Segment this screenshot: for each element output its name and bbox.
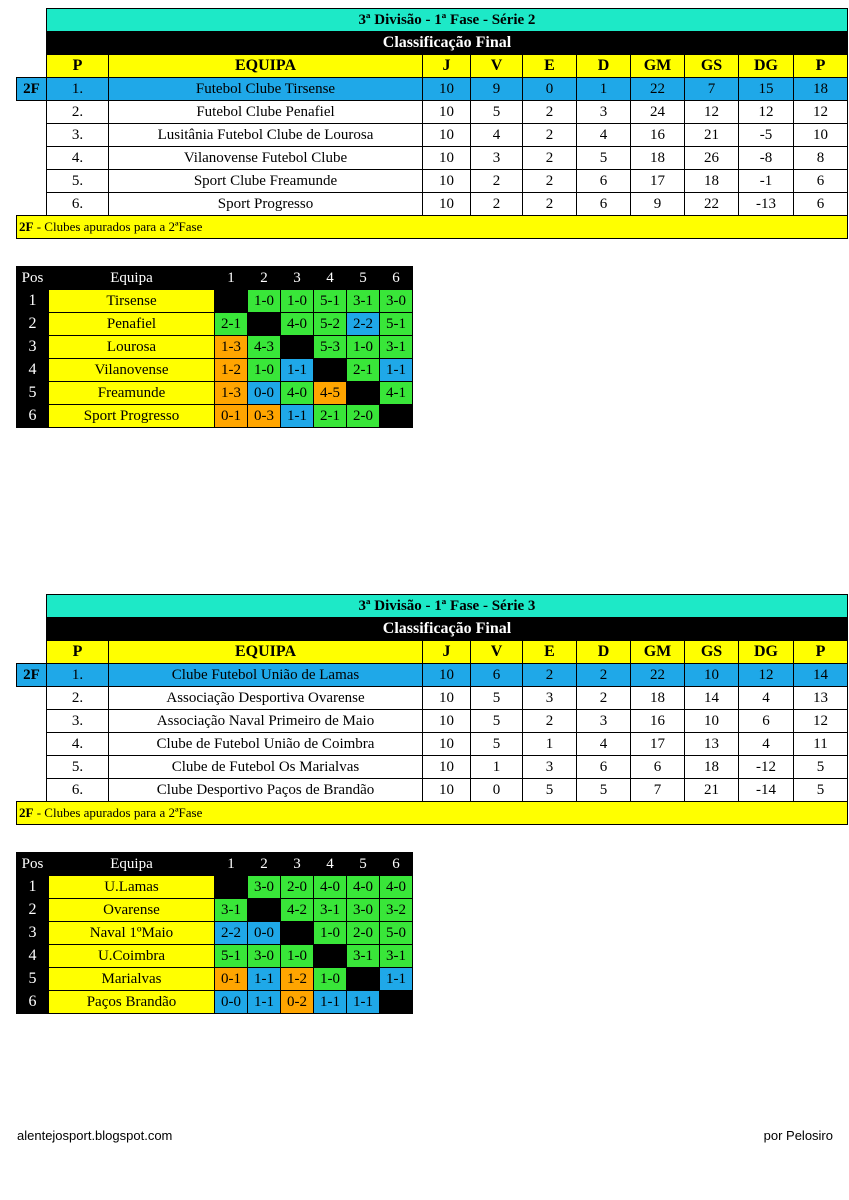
cell-points: 6 [794, 170, 848, 193]
cell-position: 4. [47, 733, 109, 756]
cell-points: 13 [794, 687, 848, 710]
cell-draws: 1 [523, 733, 577, 756]
matrix-header-row [17, 853, 413, 876]
cell-played: 10 [423, 756, 471, 779]
cell-wins: 5 [471, 101, 523, 124]
cell-team: Sport Clube Freamunde [109, 170, 423, 193]
match-result: 4-1 [380, 382, 413, 405]
qualified-badge: 2F [17, 664, 47, 687]
matrix-team: Sport Progresso [49, 405, 215, 428]
cell-played: 10 [423, 733, 471, 756]
cell-goals-for: 16 [631, 710, 685, 733]
legend-text: - Clubes apurados para a 2ªFase [33, 805, 203, 820]
self-match-cell [215, 290, 248, 313]
matrix-position: 1 [17, 290, 49, 313]
matrix-team: Marialvas [49, 968, 215, 991]
matrix-header-cell: 6 [380, 267, 413, 290]
cell-wins: 5 [471, 687, 523, 710]
cell-team: Associação Naval Primeiro de Maio [109, 710, 423, 733]
cell-goals-for: 17 [631, 170, 685, 193]
matrix-team: Paços Brandão [49, 991, 215, 1014]
table-subtitle: Classificação Final [47, 618, 848, 641]
cell-team: Clube de Futebol Os Marialvas [109, 756, 423, 779]
cell-position: 5. [47, 170, 109, 193]
cell-goals-for: 24 [631, 101, 685, 124]
self-match-cell [380, 405, 413, 428]
match-result: 1-1 [281, 359, 314, 382]
cell-played: 10 [423, 78, 471, 101]
matrix-position: 2 [17, 899, 49, 922]
match-result: 1-1 [314, 991, 347, 1014]
results-matrix [16, 266, 413, 428]
match-result: 4-0 [281, 382, 314, 405]
cell-played: 10 [423, 147, 471, 170]
match-result: 0-3 [248, 405, 281, 428]
self-match-cell [281, 922, 314, 945]
cell-team: Clube Futebol União de Lamas [109, 664, 423, 687]
match-result: 3-1 [347, 945, 380, 968]
match-result: 0-1 [215, 405, 248, 428]
self-match-cell [380, 991, 413, 1014]
cell-points: 5 [794, 756, 848, 779]
match-result: 1-0 [314, 968, 347, 991]
match-result: 3-0 [380, 290, 413, 313]
cell-position: 6. [47, 779, 109, 802]
cell-position: 3. [47, 124, 109, 147]
header-goals-for: GM [631, 641, 685, 664]
match-result: 1-2 [281, 968, 314, 991]
matrix-team: Tirsense [49, 290, 215, 313]
header-points: P [794, 55, 848, 78]
cell-played: 10 [423, 124, 471, 147]
cell-played: 10 [423, 101, 471, 124]
cell-losses: 5 [577, 147, 631, 170]
header-goals-against: GS [685, 55, 739, 78]
table-row [17, 756, 848, 779]
cell-goals-for: 22 [631, 78, 685, 101]
cell-points: 18 [794, 78, 848, 101]
cell-goal-diff: 4 [739, 733, 794, 756]
matrix-team: Ovarense [49, 899, 215, 922]
match-result: 1-0 [347, 336, 380, 359]
cell-played: 10 [423, 170, 471, 193]
match-result: 0-1 [215, 968, 248, 991]
cell-points: 12 [794, 101, 848, 124]
cell-position: 2. [47, 687, 109, 710]
header-goals-against: GS [685, 641, 739, 664]
matrix-header-row [17, 267, 413, 290]
match-result: 4-2 [281, 899, 314, 922]
match-result: 0-0 [248, 382, 281, 405]
match-result: 2-1 [347, 359, 380, 382]
self-match-cell [347, 968, 380, 991]
self-match-cell [314, 359, 347, 382]
match-result: 3-2 [380, 899, 413, 922]
cell-goals-for: 18 [631, 147, 685, 170]
header-goal-diff: DG [739, 55, 794, 78]
match-result: 1-0 [248, 290, 281, 313]
cell-wins: 0 [471, 779, 523, 802]
header-team: EQUIPA [109, 55, 423, 78]
match-result: 2-0 [281, 876, 314, 899]
cell-goals-against: 12 [685, 101, 739, 124]
cell-goals-against: 7 [685, 78, 739, 101]
cell-goals-for: 17 [631, 733, 685, 756]
cell-goals-against: 18 [685, 756, 739, 779]
cell-draws: 5 [523, 779, 577, 802]
header-draws: E [523, 55, 577, 78]
match-result: 3-1 [314, 899, 347, 922]
matrix-row [17, 899, 413, 922]
header-wins: V [471, 55, 523, 78]
cell-goal-diff: 12 [739, 101, 794, 124]
matrix-team: Penafiel [49, 313, 215, 336]
legend-tag: 2F [19, 219, 34, 234]
qualified-badge: 2F [17, 78, 47, 101]
cell-wins: 3 [471, 147, 523, 170]
cell-played: 10 [423, 779, 471, 802]
cell-position: 3. [47, 710, 109, 733]
cell-points: 14 [794, 664, 848, 687]
match-result: 3-0 [248, 945, 281, 968]
match-result: 0-2 [281, 991, 314, 1014]
header-draws: E [523, 641, 577, 664]
cell-wins: 9 [471, 78, 523, 101]
cell-goal-diff: -1 [739, 170, 794, 193]
matrix-header-cell: 6 [380, 853, 413, 876]
table-title: 3ª Divisão - 1ª Fase - Série 2 [47, 9, 848, 32]
cell-losses: 6 [577, 170, 631, 193]
cell-draws: 2 [523, 193, 577, 216]
legend-note [17, 216, 848, 239]
matrix-header-cell: Equipa [49, 853, 215, 876]
cell-goals-against: 13 [685, 733, 739, 756]
footer-site: alentejosport.blogspot.com [17, 1128, 173, 1143]
cell-wins: 5 [471, 710, 523, 733]
match-result: 2-0 [347, 405, 380, 428]
matrix-header-cell: 3 [281, 267, 314, 290]
cell-goal-diff: -8 [739, 147, 794, 170]
cell-team: Sport Progresso [109, 193, 423, 216]
match-result: 2-2 [215, 922, 248, 945]
match-result: 5-0 [380, 922, 413, 945]
match-result: 1-3 [215, 336, 248, 359]
match-result: 2-0 [347, 922, 380, 945]
matrix-position: 3 [17, 922, 49, 945]
table-row [17, 170, 848, 193]
match-result: 1-1 [248, 991, 281, 1014]
cell-wins: 2 [471, 193, 523, 216]
match-result: 5-1 [380, 313, 413, 336]
matrix-row [17, 382, 413, 405]
table-row [17, 147, 848, 170]
table-row [17, 779, 848, 802]
cell-wins: 4 [471, 124, 523, 147]
header-losses: D [577, 641, 631, 664]
legend-note [17, 802, 848, 825]
cell-goal-diff: 12 [739, 664, 794, 687]
cell-goal-diff: 15 [739, 78, 794, 101]
cell-wins: 2 [471, 170, 523, 193]
header-goal-diff: DG [739, 641, 794, 664]
match-result: 4-5 [314, 382, 347, 405]
cell-team: Futebol Clube Tirsense [109, 78, 423, 101]
match-result: 3-1 [215, 899, 248, 922]
match-result: 1-0 [248, 359, 281, 382]
cell-losses: 6 [577, 193, 631, 216]
cell-played: 10 [423, 664, 471, 687]
matrix-team: Naval 1ºMaio [49, 922, 215, 945]
cell-played: 10 [423, 710, 471, 733]
cell-goals-for: 18 [631, 687, 685, 710]
cell-team: Vilanovense Futebol Clube [109, 147, 423, 170]
cell-goal-diff: 6 [739, 710, 794, 733]
cell-draws: 2 [523, 101, 577, 124]
cell-points: 5 [794, 779, 848, 802]
standings-table [16, 594, 848, 825]
match-result: 5-3 [314, 336, 347, 359]
match-result: 0-0 [248, 922, 281, 945]
matrix-row [17, 968, 413, 991]
standings-table [16, 8, 848, 239]
matrix-header-cell: 2 [248, 267, 281, 290]
match-result: 1-1 [248, 968, 281, 991]
cell-goals-against: 18 [685, 170, 739, 193]
table-row [17, 193, 848, 216]
cell-goals-against: 10 [685, 664, 739, 687]
match-result: 1-1 [347, 991, 380, 1014]
match-result: 3-1 [380, 945, 413, 968]
cell-team: Associação Desportiva Ovarense [109, 687, 423, 710]
header-wins: V [471, 641, 523, 664]
match-result: 4-0 [380, 876, 413, 899]
match-result: 5-1 [314, 290, 347, 313]
matrix-row [17, 876, 413, 899]
self-match-cell [314, 945, 347, 968]
header-team: EQUIPA [109, 641, 423, 664]
cell-team: Futebol Clube Penafiel [109, 101, 423, 124]
legend-text: - Clubes apurados para a 2ªFase [33, 219, 203, 234]
matrix-team: U.Lamas [49, 876, 215, 899]
match-result: 3-0 [347, 899, 380, 922]
cell-losses: 2 [577, 664, 631, 687]
self-match-cell [215, 876, 248, 899]
table-row [17, 733, 848, 756]
cell-wins: 6 [471, 664, 523, 687]
cell-goals-against: 10 [685, 710, 739, 733]
cell-losses: 1 [577, 78, 631, 101]
matrix-position: 3 [17, 336, 49, 359]
matrix-row [17, 991, 413, 1014]
cell-points: 11 [794, 733, 848, 756]
matrix-team: Freamunde [49, 382, 215, 405]
matrix-header-cell: 1 [215, 853, 248, 876]
cell-goals-against: 21 [685, 124, 739, 147]
match-result: 1-3 [215, 382, 248, 405]
cell-wins: 1 [471, 756, 523, 779]
match-result: 2-2 [347, 313, 380, 336]
legend-tag: 2F [19, 805, 34, 820]
matrix-row [17, 336, 413, 359]
match-result: 3-0 [248, 876, 281, 899]
header-played: J [423, 641, 471, 664]
match-result: 1-1 [281, 405, 314, 428]
matrix-row [17, 313, 413, 336]
self-match-cell [281, 336, 314, 359]
table-row [17, 78, 848, 101]
matrix-team: Lourosa [49, 336, 215, 359]
cell-goal-diff: -5 [739, 124, 794, 147]
cell-losses: 2 [577, 687, 631, 710]
table-row [17, 710, 848, 733]
header-points: P [794, 641, 848, 664]
cell-goals-against: 14 [685, 687, 739, 710]
cell-goals-for: 7 [631, 779, 685, 802]
cell-points: 10 [794, 124, 848, 147]
matrix-position: 6 [17, 405, 49, 428]
match-result: 1-0 [281, 290, 314, 313]
cell-position: 6. [47, 193, 109, 216]
cell-draws: 3 [523, 756, 577, 779]
matrix-header-cell: 4 [314, 267, 347, 290]
match-result: 5-1 [215, 945, 248, 968]
header-losses: D [577, 55, 631, 78]
footer-author: por Pelosiro [763, 1128, 833, 1143]
matrix-header-cell: Equipa [49, 267, 215, 290]
cell-position: 1. [47, 664, 109, 687]
cell-goals-for: 16 [631, 124, 685, 147]
match-result: 1-1 [380, 359, 413, 382]
match-result: 1-2 [215, 359, 248, 382]
cell-team: Lusitânia Futebol Clube de Lourosa [109, 124, 423, 147]
self-match-cell [248, 899, 281, 922]
matrix-position: 2 [17, 313, 49, 336]
matrix-header-cell: Pos [17, 853, 49, 876]
table-title: 3ª Divisão - 1ª Fase - Série 3 [47, 595, 848, 618]
cell-played: 10 [423, 687, 471, 710]
cell-goals-for: 6 [631, 756, 685, 779]
match-result: 2-1 [314, 405, 347, 428]
cell-team: Clube de Futebol União de Coimbra [109, 733, 423, 756]
cell-draws: 2 [523, 664, 577, 687]
cell-draws: 2 [523, 147, 577, 170]
matrix-position: 5 [17, 968, 49, 991]
cell-goal-diff: 4 [739, 687, 794, 710]
cell-losses: 3 [577, 101, 631, 124]
table-row [17, 687, 848, 710]
matrix-row [17, 405, 413, 428]
cell-draws: 2 [523, 170, 577, 193]
match-result: 0-0 [215, 991, 248, 1014]
cell-points: 8 [794, 147, 848, 170]
cell-draws: 2 [523, 710, 577, 733]
cell-losses: 4 [577, 124, 631, 147]
cell-team: Clube Desportivo Paços de Brandão [109, 779, 423, 802]
header-position: P [47, 55, 109, 78]
cell-points: 6 [794, 193, 848, 216]
cell-goals-for: 22 [631, 664, 685, 687]
cell-goals-for: 9 [631, 193, 685, 216]
match-result: 4-0 [314, 876, 347, 899]
matrix-header-cell: Pos [17, 267, 49, 290]
cell-draws: 0 [523, 78, 577, 101]
matrix-header-cell: 4 [314, 853, 347, 876]
matrix-header-cell: 3 [281, 853, 314, 876]
cell-points: 12 [794, 710, 848, 733]
cell-losses: 4 [577, 733, 631, 756]
header-goals-for: GM [631, 55, 685, 78]
match-result: 5-2 [314, 313, 347, 336]
cell-position: 5. [47, 756, 109, 779]
cell-goal-diff: -13 [739, 193, 794, 216]
matrix-team: Vilanovense [49, 359, 215, 382]
match-result: 4-0 [281, 313, 314, 336]
matrix-row [17, 922, 413, 945]
cell-losses: 6 [577, 756, 631, 779]
results-matrix [16, 852, 413, 1014]
matrix-position: 4 [17, 359, 49, 382]
matrix-position: 4 [17, 945, 49, 968]
cell-draws: 3 [523, 687, 577, 710]
match-result: 1-0 [314, 922, 347, 945]
match-result: 3-1 [380, 336, 413, 359]
matrix-row [17, 945, 413, 968]
cell-position: 4. [47, 147, 109, 170]
matrix-header-cell: 5 [347, 267, 380, 290]
cell-losses: 3 [577, 710, 631, 733]
match-result: 4-0 [347, 876, 380, 899]
header-played: J [423, 55, 471, 78]
match-result: 4-3 [248, 336, 281, 359]
matrix-header-cell: 5 [347, 853, 380, 876]
cell-wins: 5 [471, 733, 523, 756]
self-match-cell [347, 382, 380, 405]
table-row [17, 101, 848, 124]
cell-losses: 5 [577, 779, 631, 802]
self-match-cell [248, 313, 281, 336]
match-result: 1-0 [281, 945, 314, 968]
matrix-header-cell: 1 [215, 267, 248, 290]
matrix-row [17, 359, 413, 382]
cell-goal-diff: -12 [739, 756, 794, 779]
cell-position: 2. [47, 101, 109, 124]
cell-goals-against: 21 [685, 779, 739, 802]
table-row [17, 664, 848, 687]
matrix-header-cell: 2 [248, 853, 281, 876]
matrix-team: U.Coimbra [49, 945, 215, 968]
cell-goal-diff: -14 [739, 779, 794, 802]
table-row [17, 124, 848, 147]
cell-position: 1. [47, 78, 109, 101]
cell-goals-against: 26 [685, 147, 739, 170]
matrix-row [17, 290, 413, 313]
matrix-position: 5 [17, 382, 49, 405]
cell-played: 10 [423, 193, 471, 216]
table-subtitle: Classificação Final [47, 32, 848, 55]
header-position: P [47, 641, 109, 664]
cell-draws: 2 [523, 124, 577, 147]
match-result: 2-1 [215, 313, 248, 336]
matrix-position: 1 [17, 876, 49, 899]
matrix-position: 6 [17, 991, 49, 1014]
match-result: 3-1 [347, 290, 380, 313]
cell-goals-against: 22 [685, 193, 739, 216]
match-result: 1-1 [380, 968, 413, 991]
